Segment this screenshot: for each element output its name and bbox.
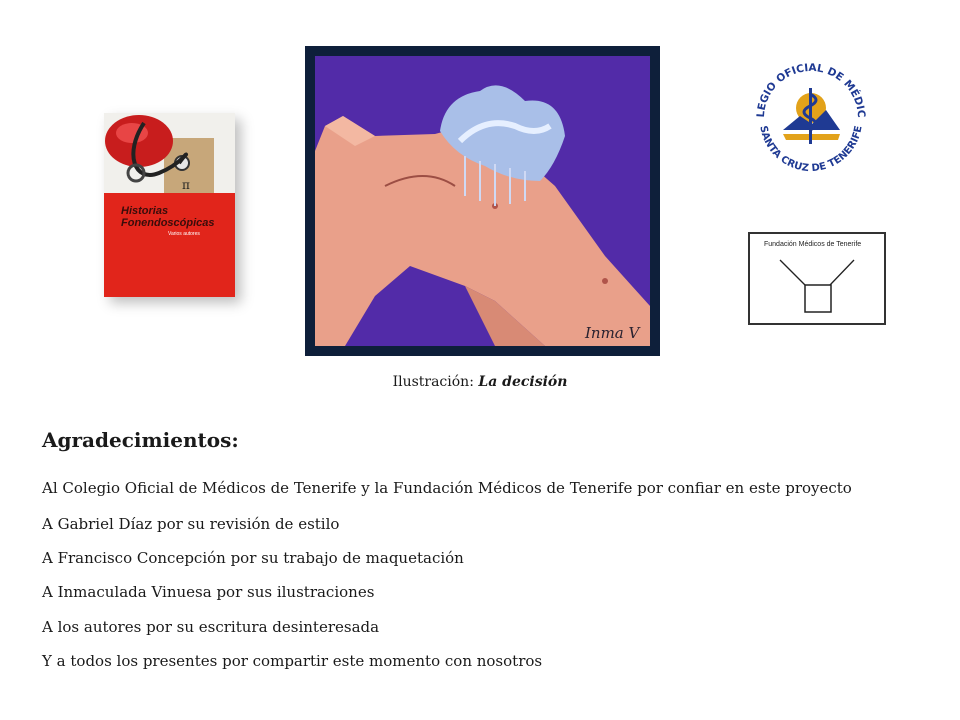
logo-bottom-text: SANTA CRUZ DE TENERIFE xyxy=(757,124,865,175)
ack-line: A Inmaculada Vinuesa por sus ilustraciones xyxy=(42,583,375,601)
painting-artwork xyxy=(315,56,650,346)
illustration-caption xyxy=(0,374,960,390)
colegio-medicos-logo xyxy=(750,58,872,176)
book-cover-image xyxy=(104,113,235,297)
book-title: Historias Fonendoscópicas xyxy=(121,205,215,229)
ack-line: Al Colegio Oficial de Médicos de Tenerife y la Fundación Médicos de Tenerife por confiar en este proyecto xyxy=(42,479,852,497)
painting-signature: Inma V xyxy=(585,324,640,342)
ack-line: A los autores por su escritura desinteresada xyxy=(42,618,380,636)
logo-top-text: LEGIO OFICIAL DE MÉDIC xyxy=(754,61,868,119)
ack-line: Y a todos los presentes por compartir este momento con nosotros xyxy=(42,652,543,670)
book-subtitle: Varios autores xyxy=(168,231,200,237)
caption-title: La decisión xyxy=(478,374,568,390)
ack-line: A Gabriel Díaz por su revisión de estilo xyxy=(42,515,340,533)
fundacion-medicos-logo xyxy=(748,232,886,325)
ack-line: A Francisco Concepción por su trabajo de maquetación xyxy=(42,549,464,567)
caption-prefix: Ilustración: xyxy=(392,374,474,390)
acknowledgements-heading: Agradecimientos: xyxy=(42,428,239,452)
painting-la-decision xyxy=(305,46,660,356)
svg-text:π: π xyxy=(182,178,190,192)
fundacion-label: Fundación Médicos de Tenerife xyxy=(764,241,862,248)
book-cover-photo xyxy=(104,113,235,193)
